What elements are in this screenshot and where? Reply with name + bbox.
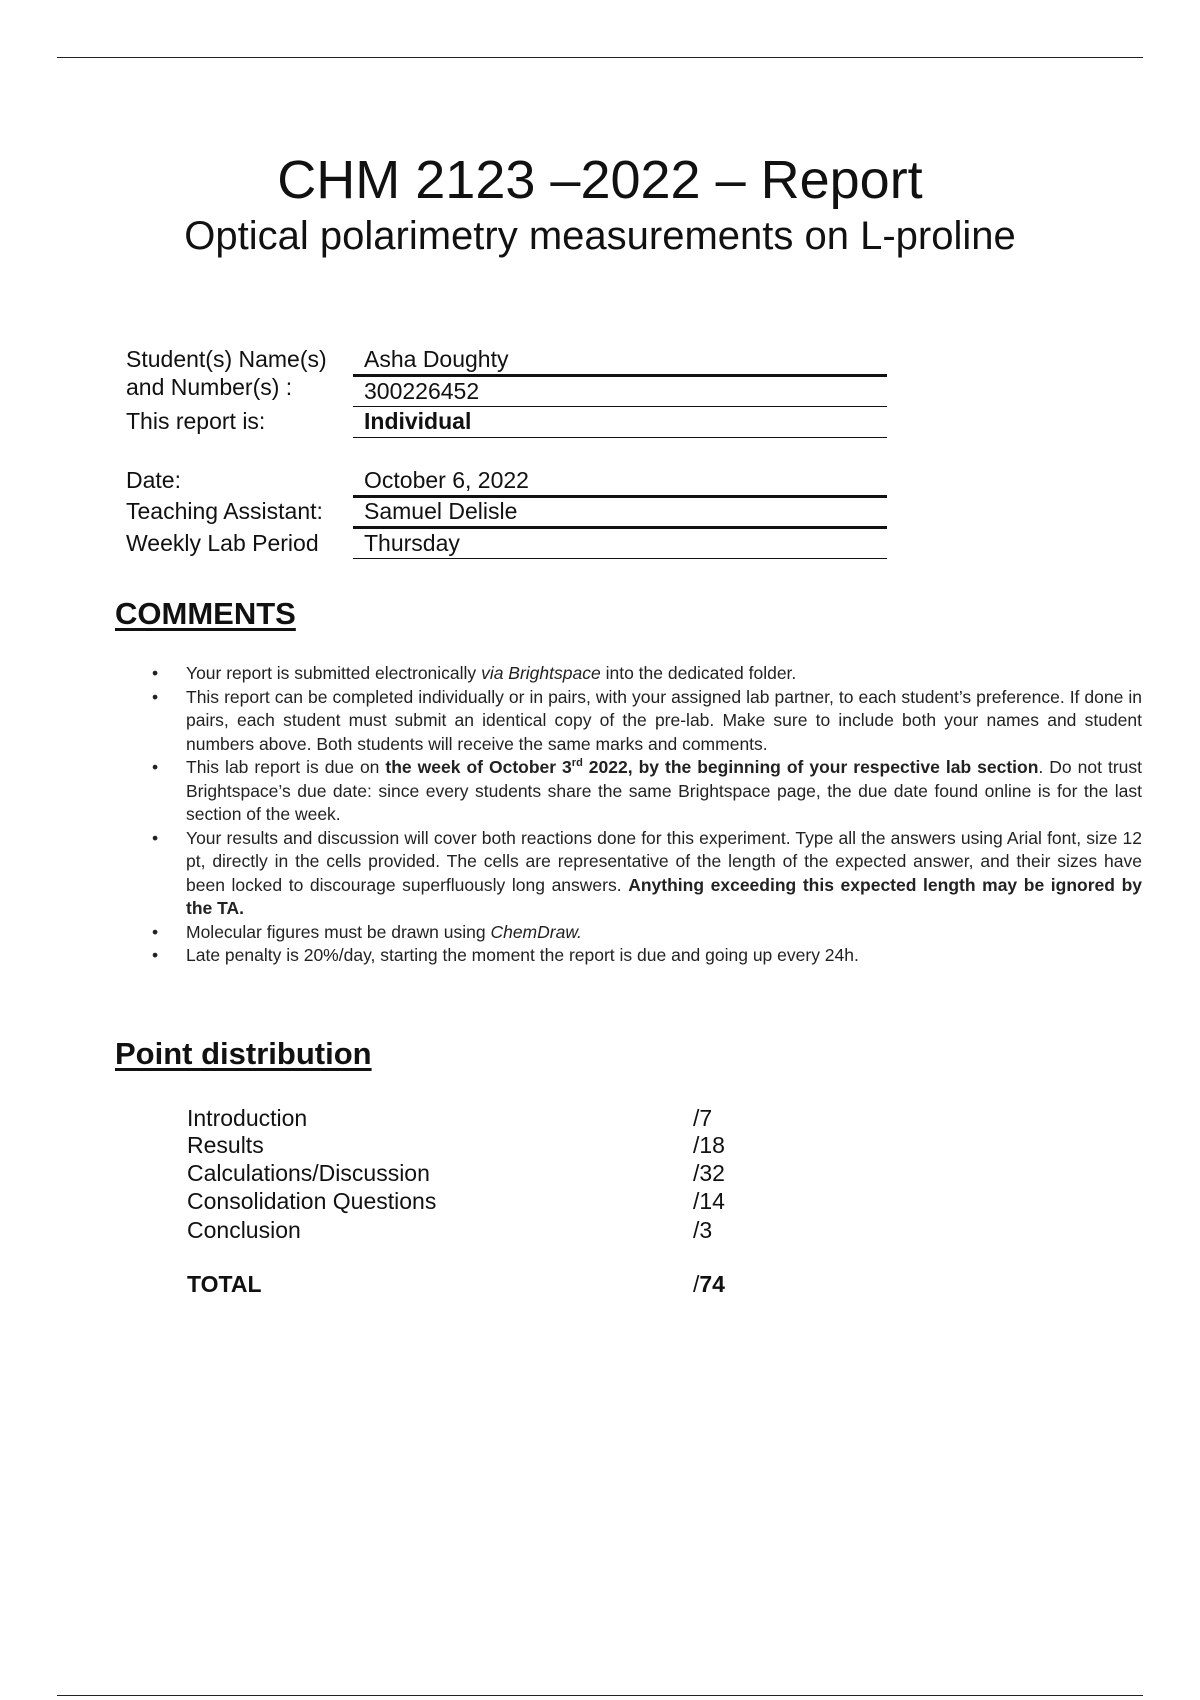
report-title: CHM 2123 –2022 – Report: [277, 150, 923, 210]
bullet-icon: •: [152, 945, 159, 965]
table-row: [187, 1187, 747, 1215]
table-row: [187, 1159, 747, 1187]
names-label-line1: Student(s) Name(s): [126, 346, 327, 372]
bottom-rule: [57, 1695, 1143, 1696]
total-score: /74: [693, 1271, 725, 1297]
date-field[interactable]: October 6, 2022: [364, 467, 529, 493]
section-score: /32: [693, 1160, 725, 1186]
student-number-field[interactable]: 300226452: [364, 378, 480, 404]
list-item: • Your report is submitted electronically via Brightspace into the dedicated folder.: [152, 662, 1142, 686]
list-item: • Your results and discussion will cover both reactions done for this experiment. Type all the answers using Arial font, size 12 pt, directly in the cells provided. The cells are representative of the length of the expected answer, and their sizes have been locked to discourage superfluously long answers. Anything exceeding this expected length may be ignored by the TA.: [152, 827, 1142, 918]
section-name: Introduction: [187, 1105, 308, 1131]
comments-list: [152, 662, 1142, 968]
list-item: • This report can be completed individually or in pairs, with your assigned lab partner, to each student’s preference. If done in pairs, each student must submit an identical copy of the pre-lab. Make sure to include both your names and student numbers above. Both students will receive the same marks and comments.: [152, 686, 1142, 754]
comments-heading: COMMENTS: [115, 596, 296, 631]
report-type-underline: [353, 437, 887, 438]
section-name: Results: [187, 1132, 264, 1158]
list-item: • This lab report is due on the week of October 3rd 2022, by the beginning of your respective lab section. Do not trust Brightspace’s due date: since every students share the same Brightspace page, the due date found online is for the last section of the week.: [152, 757, 1142, 824]
lab-period-underline: [353, 558, 887, 559]
section-name: Calculations/Discussion: [187, 1160, 430, 1186]
report-subtitle: Optical polarimetry measurements on L-proline: [184, 214, 1016, 258]
names-label-line2: and Number(s) :: [126, 374, 293, 400]
report-type-field[interactable]: Individual: [364, 408, 472, 434]
top-rule: [57, 57, 1143, 58]
report-type-label: This report is:: [126, 408, 266, 434]
total-row: [187, 1270, 747, 1298]
table-row: [187, 1131, 747, 1159]
table-row: [187, 1216, 747, 1244]
lab-period-field[interactable]: Thursday: [364, 530, 460, 556]
total-label: TOTAL: [187, 1271, 262, 1297]
bullet-icon: •: [152, 921, 159, 942]
section-score: /3: [693, 1217, 713, 1243]
table-row: [187, 1104, 747, 1132]
section-score: /14: [693, 1188, 725, 1214]
name-underline: [353, 374, 887, 377]
list-item: • Late penalty is 20%/day, starting the moment the report is due and going up every 24h.: [152, 944, 1142, 968]
point-distribution-heading: Point distribution: [115, 1036, 372, 1071]
list-item: • Molecular figures must be drawn using ChemDraw.: [152, 921, 1142, 945]
student-name-field[interactable]: Asha Doughty: [364, 346, 509, 372]
bullet-icon: •: [152, 827, 159, 848]
section-score: /7: [693, 1105, 713, 1131]
ta-field[interactable]: Samuel Delisle: [364, 498, 518, 524]
section-name: Consolidation Questions: [187, 1188, 437, 1214]
bullet-icon: •: [152, 663, 159, 683]
ta-underline: [353, 526, 887, 529]
bullet-icon: •: [152, 686, 159, 707]
date-label: Date:: [126, 467, 181, 493]
number-underline: [353, 406, 887, 407]
section-name: Conclusion: [187, 1217, 301, 1243]
section-score: /18: [693, 1132, 725, 1158]
bullet-icon: •: [152, 757, 159, 777]
ta-label: Teaching Assistant:: [126, 498, 323, 524]
lab-period-label: Weekly Lab Period: [126, 530, 319, 556]
